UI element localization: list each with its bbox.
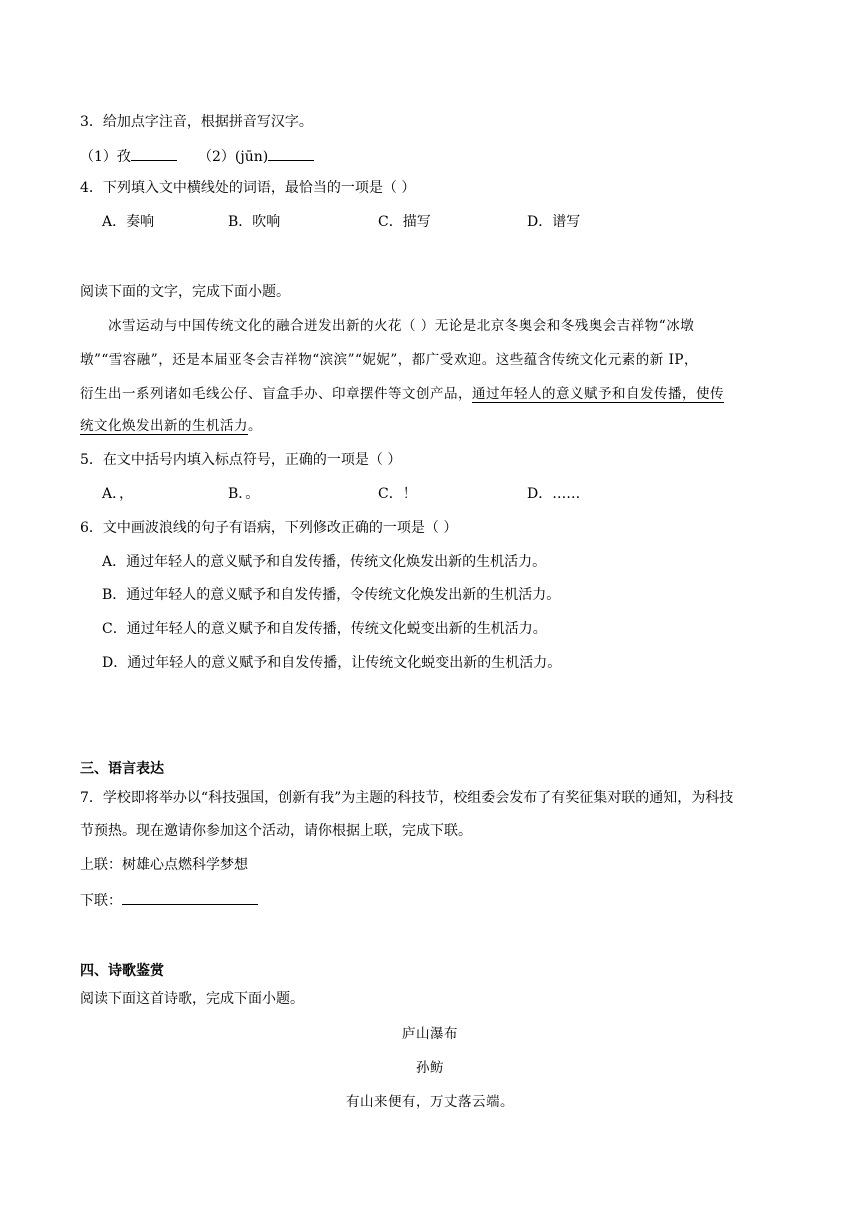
- q5-stem: 5．在文中括号内填入标点符号，正确的一项是（ ）: [80, 452, 402, 468]
- q3-part1-label: （1）孜: [80, 149, 131, 165]
- q5-option-c[interactable]: C．！: [378, 486, 417, 502]
- reading-intro: 阅读下面的文字，完成下面小题。: [80, 284, 290, 300]
- poem-line-1: 有山来便有，万丈落云端。: [346, 1094, 514, 1110]
- passage-line-3: [80, 384, 724, 404]
- q5-option-a[interactable]: A．，: [102, 486, 134, 502]
- lower-couplet-blank[interactable]: [122, 889, 258, 905]
- q7-line-2: 节预热。现在邀请你参加这个活动，请你根据上联，完成下联。: [80, 823, 472, 839]
- section-3-title: 三、语言表达: [80, 761, 164, 777]
- q4-stem: 4．下列填入文中横线处的词语，最恰当的一项是（ ）: [80, 180, 416, 196]
- q4-option-a[interactable]: A．奏响: [102, 214, 155, 230]
- q4-option-b[interactable]: B．吹响: [228, 214, 281, 230]
- passage-line-1: 冰雪运动与中国传统文化的融合迸发出新的火花（ ）无论是北京冬奥会和冬残奥会吉祥物“冰墩: [108, 318, 695, 334]
- poem-title: 庐山瀑布: [402, 1026, 458, 1042]
- q3-part1: [80, 145, 177, 167]
- q3-stem: 3．给加点字注音，根据拼音写汉字。: [80, 114, 313, 130]
- q4-option-d[interactable]: D．谱写: [527, 214, 581, 230]
- section-4-title: 四、诗歌鉴赏: [80, 963, 164, 979]
- upper-couplet: 上联：树雄心点燃科学梦想: [80, 857, 248, 873]
- passage-line-2: 墩”“雪容融”，还是本届亚冬会吉祥物“滨滨”“妮妮”，都广受欢迎。这些蕴含传统文化元素的新 IP，: [80, 352, 699, 368]
- q6-stem: 6．文中画波浪线的句子有语病，下列修改正确的一项是（ ）: [80, 520, 458, 536]
- poem-intro: 阅读下面这首诗歌，完成下面小题。: [80, 991, 304, 1007]
- wavy-sentence-part2: 统文化焕发出新的生机活力: [80, 418, 248, 434]
- poem-author: 孙鲂: [416, 1060, 444, 1076]
- q6-option-c[interactable]: C．通过年轻人的意义赋予和自发传播，传统文化蜕变出新的生机活力。: [102, 621, 547, 637]
- q3-part2-label: （2）(jūn): [198, 149, 269, 165]
- q6-option-b[interactable]: B．通过年轻人的意义赋予和自发传播，令传统文化焕发出新的生机活力。: [102, 587, 561, 603]
- q6-option-a[interactable]: A．通过年轻人的意义赋予和自发传播，传统文化焕发出新的生机活力。: [102, 554, 547, 570]
- q3-part1-blank[interactable]: [131, 145, 177, 161]
- q7-line-1: 7．学校即将举办以“科技强国，创新有我”为主题的科技节，校组委会发布了有奖征集对联的通知，为科技: [80, 790, 734, 806]
- lower-couplet-label: 下联：: [80, 893, 122, 909]
- q3-part2-blank[interactable]: [268, 145, 314, 161]
- passage-end-mark: 。: [248, 418, 262, 434]
- q6-option-d[interactable]: D．通过年轻人的意义赋予和自发传播，让传统文化蜕变出新的生机活力。: [102, 655, 562, 671]
- wavy-sentence-part1: 通过年轻人的意义赋予和自发传播，使传: [472, 386, 724, 402]
- lower-couplet: [80, 889, 258, 911]
- passage-line-3-text: 衍生出一系列诸如毛线公仔、盲盒手办、印章摆件等文创产品，: [80, 386, 472, 402]
- q4-option-c[interactable]: C．描写: [378, 214, 431, 230]
- q5-option-d[interactable]: D．……: [527, 486, 581, 502]
- q5-option-b[interactable]: B．。: [228, 486, 260, 502]
- passage-line-4: [80, 416, 262, 436]
- q3-part2: [198, 145, 314, 167]
